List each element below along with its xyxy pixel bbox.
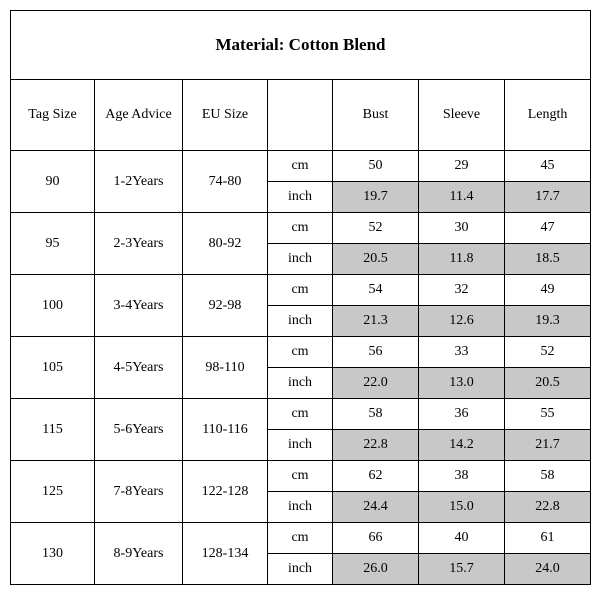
length-inch-cell: 22.8 [505, 492, 591, 523]
size-chart-table [10, 10, 591, 585]
tag-size-cell: 95 [11, 213, 95, 275]
bust-inch-cell: 19.7 [333, 182, 419, 213]
eu-size-cell: 110-116 [183, 399, 268, 461]
eu-size-cell: 98-110 [183, 337, 268, 399]
length-cm-cell: 58 [505, 461, 591, 492]
length-inch-cell: 21.7 [505, 430, 591, 461]
bust-cm-cell: 62 [333, 461, 419, 492]
length-cm-cell: 49 [505, 275, 591, 306]
bust-inch-cell: 22.8 [333, 430, 419, 461]
table-row-cm [11, 461, 591, 492]
eu-size-cell: 74-80 [183, 151, 268, 213]
table-row-cm [11, 399, 591, 430]
bust-cm-cell: 50 [333, 151, 419, 182]
age-advice-cell: 1-2Years [95, 151, 183, 213]
length-inch-cell: 17.7 [505, 182, 591, 213]
length-cm-cell: 52 [505, 337, 591, 368]
sleeve-inch-cell: 11.8 [419, 244, 505, 275]
age-advice-cell: 2-3Years [95, 213, 183, 275]
header-eu-size: EU Size [183, 80, 268, 151]
unit-cell-cm: cm [268, 213, 333, 244]
sleeve-cm-cell: 36 [419, 399, 505, 430]
unit-cell-inch: inch [268, 244, 333, 275]
header-sleeve: Sleeve [419, 80, 505, 151]
tag-size-cell: 105 [11, 337, 95, 399]
unit-cell-cm: cm [268, 337, 333, 368]
length-inch-cell: 24.0 [505, 554, 591, 585]
age-advice-cell: 4-5Years [95, 337, 183, 399]
age-advice-cell: 8-9Years [95, 523, 183, 585]
tag-size-cell: 115 [11, 399, 95, 461]
eu-size-cell: 122-128 [183, 461, 268, 523]
table-row-cm [11, 523, 591, 554]
eu-size-cell: 80-92 [183, 213, 268, 275]
length-inch-cell: 20.5 [505, 368, 591, 399]
unit-cell-inch: inch [268, 492, 333, 523]
header-age-advice: Age Advice [95, 80, 183, 151]
unit-cell-cm: cm [268, 275, 333, 306]
sleeve-inch-cell: 15.0 [419, 492, 505, 523]
tag-size-cell: 100 [11, 275, 95, 337]
size-chart [10, 10, 590, 590]
unit-cell-inch: inch [268, 306, 333, 337]
tag-size-cell: 125 [11, 461, 95, 523]
unit-cell-cm: cm [268, 461, 333, 492]
bust-inch-cell: 21.3 [333, 306, 419, 337]
unit-cell-cm: cm [268, 399, 333, 430]
age-advice-cell: 3-4Years [95, 275, 183, 337]
bust-inch-cell: 22.0 [333, 368, 419, 399]
header-length: Length [505, 80, 591, 151]
sleeve-cm-cell: 32 [419, 275, 505, 306]
length-cm-cell: 47 [505, 213, 591, 244]
length-inch-cell: 19.3 [505, 306, 591, 337]
sleeve-cm-cell: 29 [419, 151, 505, 182]
eu-size-cell: 128-134 [183, 523, 268, 585]
table-title: Material: Cotton Blend [11, 11, 591, 80]
unit-cell-cm: cm [268, 523, 333, 554]
bust-inch-cell: 24.4 [333, 492, 419, 523]
bust-cm-cell: 52 [333, 213, 419, 244]
age-advice-cell: 7-8Years [95, 461, 183, 523]
unit-cell-inch: inch [268, 554, 333, 585]
tag-size-cell: 130 [11, 523, 95, 585]
unit-cell-inch: inch [268, 368, 333, 399]
sleeve-inch-cell: 13.0 [419, 368, 505, 399]
header-row [11, 80, 591, 151]
sleeve-inch-cell: 11.4 [419, 182, 505, 213]
header-tag-size: Tag Size [11, 80, 95, 151]
bust-cm-cell: 58 [333, 399, 419, 430]
sleeve-inch-cell: 12.6 [419, 306, 505, 337]
length-cm-cell: 61 [505, 523, 591, 554]
table-row-cm [11, 337, 591, 368]
unit-cell-cm: cm [268, 151, 333, 182]
length-inch-cell: 18.5 [505, 244, 591, 275]
bust-cm-cell: 56 [333, 337, 419, 368]
sleeve-inch-cell: 14.2 [419, 430, 505, 461]
table-row-cm [11, 213, 591, 244]
bust-cm-cell: 54 [333, 275, 419, 306]
sleeve-cm-cell: 38 [419, 461, 505, 492]
sleeve-cm-cell: 40 [419, 523, 505, 554]
length-cm-cell: 55 [505, 399, 591, 430]
eu-size-cell: 92-98 [183, 275, 268, 337]
header-unit [268, 80, 333, 151]
sleeve-inch-cell: 15.7 [419, 554, 505, 585]
bust-cm-cell: 66 [333, 523, 419, 554]
sleeve-cm-cell: 30 [419, 213, 505, 244]
bust-inch-cell: 26.0 [333, 554, 419, 585]
bust-inch-cell: 20.5 [333, 244, 419, 275]
unit-cell-inch: inch [268, 430, 333, 461]
sleeve-cm-cell: 33 [419, 337, 505, 368]
age-advice-cell: 5-6Years [95, 399, 183, 461]
table-row-cm [11, 275, 591, 306]
unit-cell-inch: inch [268, 182, 333, 213]
header-bust: Bust [333, 80, 419, 151]
length-cm-cell: 45 [505, 151, 591, 182]
tag-size-cell: 90 [11, 151, 95, 213]
table-row-cm [11, 151, 591, 182]
